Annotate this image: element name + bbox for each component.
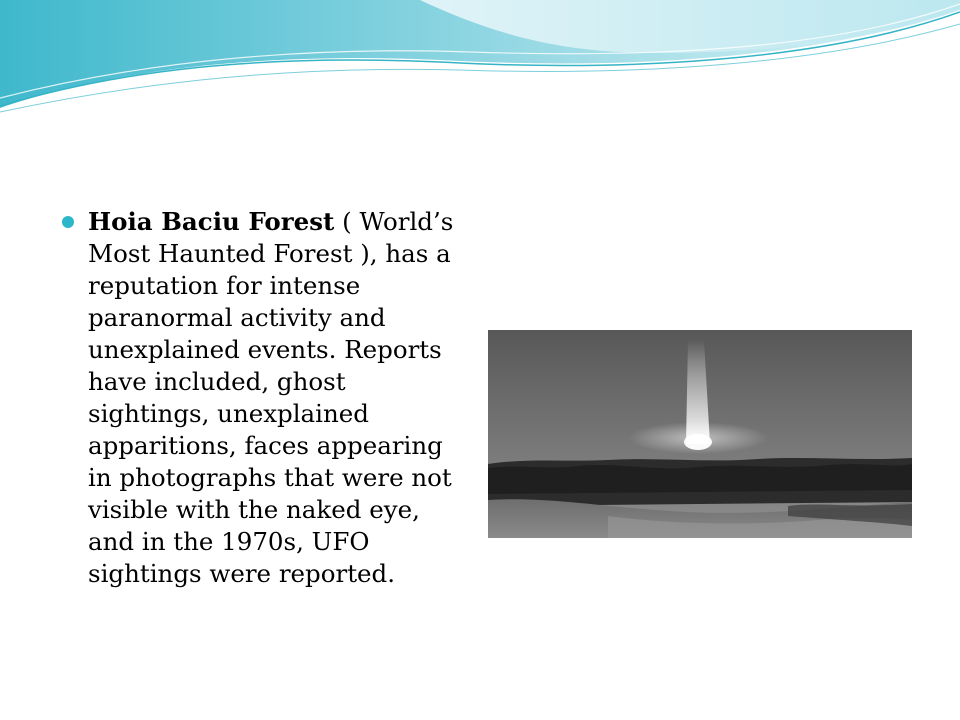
bullet-title: Hoia Baciu Forest — [88, 207, 335, 236]
header-wave-decoration — [0, 0, 960, 120]
bullet-dot-icon — [62, 216, 74, 228]
text-content — [62, 206, 457, 590]
bullet-item — [62, 206, 457, 590]
forest-ufo-photo — [488, 330, 912, 538]
bullet-body: ( World’s Most Haunted Forest ), has a reputation for intense paranormal activity and unexplained events. Reports have included, ghost sightings, unexplained apparitions, faces appearing in photographs that were not visible with the naked eye, and in the 1970s, UFO sightings were reported. — [88, 207, 454, 588]
